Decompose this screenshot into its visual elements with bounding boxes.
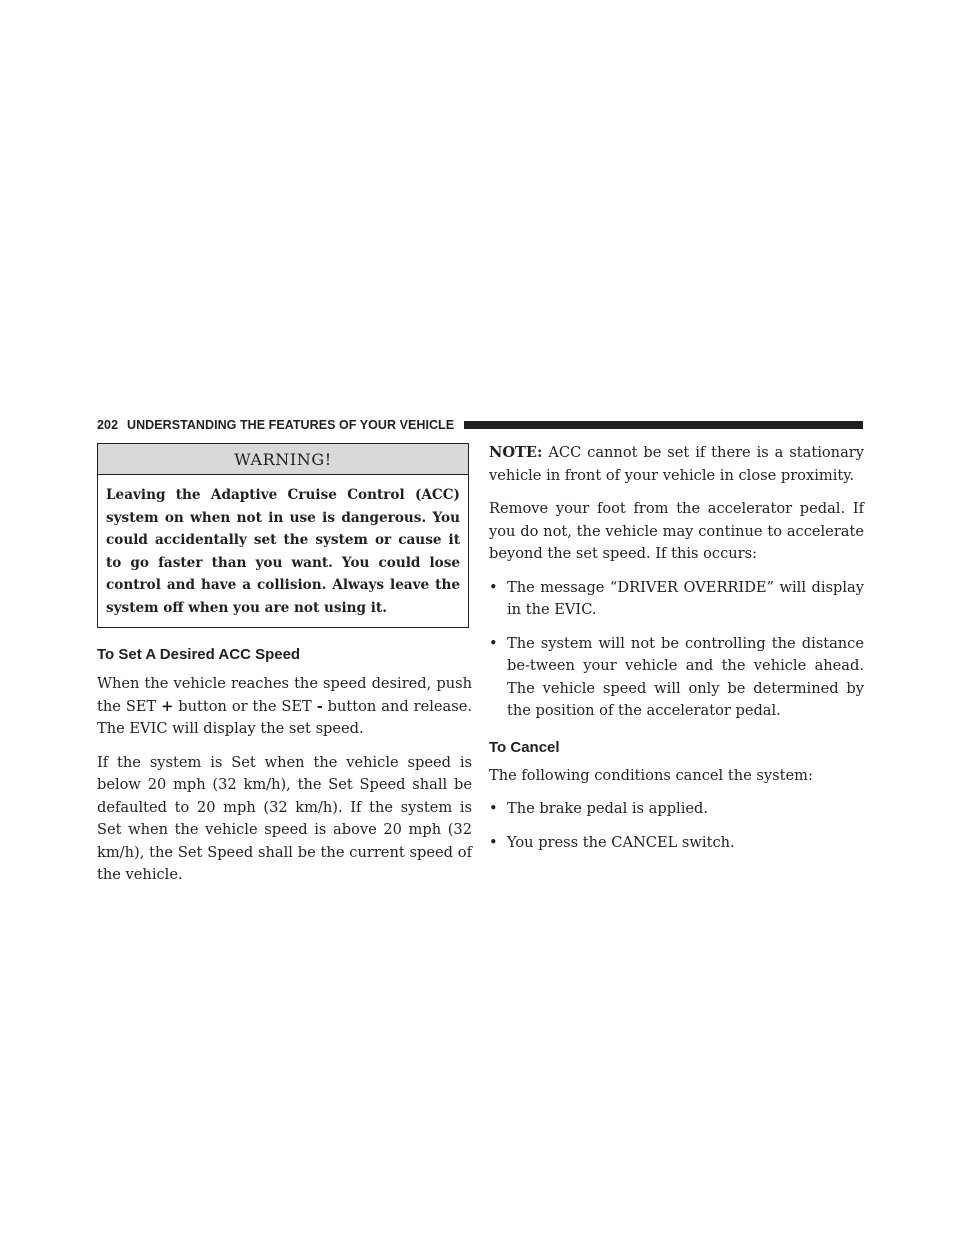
list-item: • You press the CANCEL switch. bbox=[489, 832, 864, 855]
page-header bbox=[97, 418, 863, 434]
header-rule bbox=[464, 421, 863, 429]
override-intro: Remove your foot from the accelerator pedal. If you do not, the vehicle may continue to accelerate beyond the set speed. If this occurs: bbox=[489, 500, 864, 562]
warning-title: WARNING! bbox=[98, 444, 468, 475]
set-speed-paragraph bbox=[97, 673, 472, 741]
list-item: • The message “DRIVER OVERRIDE” will display in the EVIC. bbox=[489, 578, 864, 618]
plus-symbol: + bbox=[161, 697, 174, 715]
right-column bbox=[489, 442, 864, 854]
cancel-bullet-list bbox=[489, 798, 864, 854]
set-speed-text-c: button and release. The EVIC will display the set speed. bbox=[97, 697, 472, 737]
list-item: • The brake pedal is applied. bbox=[489, 798, 864, 821]
bullet-icon: • bbox=[489, 634, 498, 652]
note-label: NOTE: bbox=[489, 444, 543, 461]
page-number: 202 bbox=[97, 418, 119, 432]
minus-symbol: - bbox=[316, 697, 323, 715]
warning-body: Leaving the Adaptive Cruise Control (ACC) system on when not in use is dangerous. You could accidentally set the system or cause it to go faster than you want. You could lose control and have a collision. Always leave the system off when you are not using it. bbox=[106, 487, 460, 616]
override-bullet-list bbox=[489, 577, 864, 723]
left-column bbox=[97, 443, 472, 887]
cancel-intro: The following conditions cancel the system: bbox=[489, 766, 813, 784]
set-speed-text-a: When the vehicle reaches the speed desired, push the SET bbox=[97, 675, 472, 715]
bullet-icon: • bbox=[489, 833, 498, 851]
warning-box bbox=[97, 443, 469, 628]
note-paragraph bbox=[489, 442, 864, 487]
list-item: • The system will not be controlling the distance be-tween your vehicle and the vehicle ahead. The vehicle speed will only be determined by the position of the accelerator pedal. bbox=[489, 634, 864, 719]
bullet-icon: • bbox=[489, 800, 498, 817]
header-title: UNDERSTANDING THE FEATURES OF YOUR VEHICLE bbox=[127, 418, 455, 432]
set-speed-default-paragraph: If the system is Set when the vehicle speed is below 20 mph (32 km/h), the Set Speed shall be defaulted to 20 mph (32 km/h). If the system is Set when the vehicle speed is above 20 mph (32 km/h), the Set Speed shall be the current speed of the vehicle. bbox=[97, 753, 472, 883]
bullet-icon: • bbox=[489, 578, 498, 596]
section-heading-set-speed: To Set A Desired ACC Speed bbox=[97, 646, 301, 663]
set-speed-text-b: button or the SET bbox=[178, 697, 312, 715]
section-heading-cancel: To Cancel bbox=[489, 738, 560, 756]
note-text: ACC cannot be set if there is a stationary vehicle in front of your vehicle in close proximity. bbox=[489, 444, 864, 484]
